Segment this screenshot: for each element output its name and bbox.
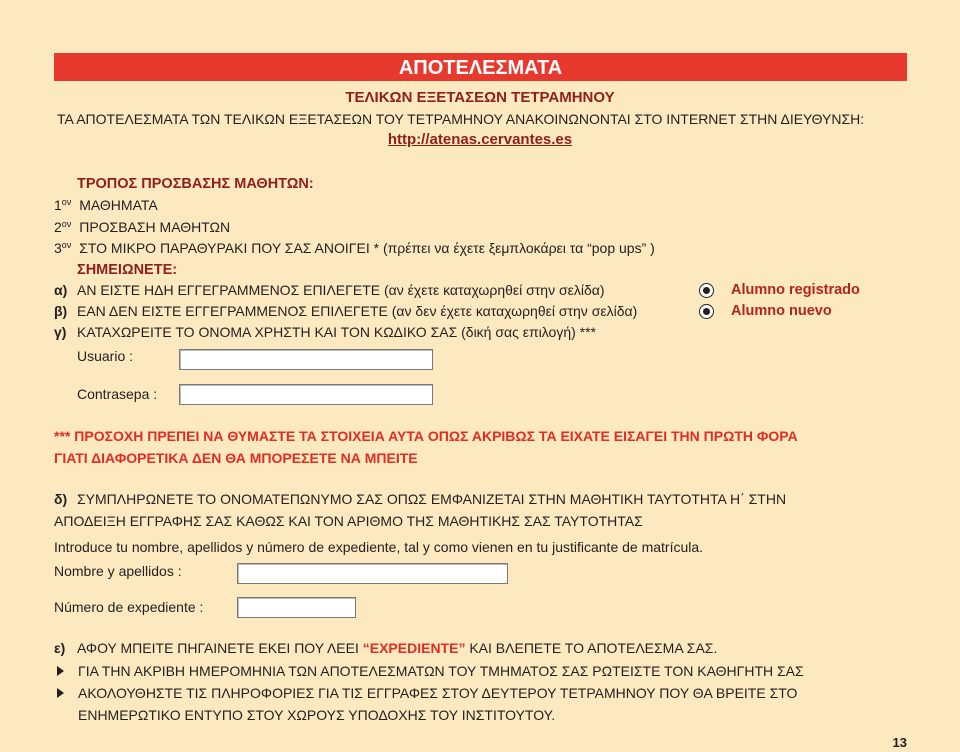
contrasena-label: Contrasepa : (77, 386, 158, 402)
bullet-arrow-icon (57, 688, 64, 698)
subtitle: ΤΕΛΙΚΩΝ ΕΞΕΤΑΣΕΩΝ ΤΕΤΡΑΜΗΝΟΥ (345, 89, 615, 106)
warning-line-1: *** ΠΡΟΣΟΧΗ ΠΡΕΠΕΙ ΝΑ ΘΥΜΑΣΤΕ ΤΑ ΣΤΟΙΧΕΙΑ ΑΥΤΑ ΟΠΩΣ ΑΚΡΙΒΩΣ ΤΑ ΕΙΧΑΤΕ ΕΙΣΑΓΕΙ ΤΗΝ ΠΡΩΤΗ ΦΟΡΑ (54, 428, 798, 444)
step-d-line-2: ΑΠΟΔΕΙΞΗ ΕΓΓΡΑΦΗΣ ΣΑΣ ΚΑΘΩΣ ΚΑΙ ΤΟΝ ΑΡΙΘΜΟ ΤΗΣ ΜΑΘΗΤΙΚΗΣ ΣΑΣ ΤΑΥΤΟΤΗΤΑΣ (54, 513, 643, 529)
option-label-registrado[interactable]: Alumno registrado (731, 282, 860, 298)
access-step-2: $2^{o\nu}$ ΠΡΟΣΒΑΣΗ ΜΑΘΗΤΩΝ (54, 219, 231, 235)
intro-line: ΤΑ ΑΠΟΤΕΛΕΣΜΑΤΑ ΤΩΝ ΤΕΛΙΚΩΝ ΕΞΕΤΑΣΕΩΝ ΤΟΥ ΤΕΤΡΑΜΗΝΟΥ ΑΝΑΚΟΙΝΩΝΟΝΤΑΙ ΣΤΟ ΙΝΤΕRΝΕΤ ΣΤΗΝ ΔΙΕΥΘΥΝΣΗ: (57, 111, 865, 127)
option-label-nuevo[interactable]: Alumno nuevo (731, 303, 832, 319)
step-d-spanish: Introduce tu nombre, apellidos y número de expediente, tal y como vienen en tu justificante de matrícula. (54, 539, 704, 555)
expediente-label: Número de expediente : (54, 599, 204, 615)
expediente-input[interactable] (237, 597, 356, 618)
notes-title: ΣΗΜΕΙΩΝΕΤΕ: (77, 262, 178, 278)
usuario-label: Usuario : (77, 348, 134, 364)
access-title: ΤΡΟΠΟΣ ΠΡΟΣΒΑΣΗΣ ΜΑΘΗΤΩΝ: (77, 176, 314, 192)
warning-line-2: ΓΙΑΤΙ ΔΙΑΦΟΡΕΤΙΚΑ ΔΕΝ ΘΑ ΜΠΟΡΕΣΕΤΕ ΝΑ ΜΠΕΙΤΕ (54, 450, 418, 466)
step-e: ε) ΑΦΟΥ ΜΠΕΙΤΕ ΠΗΓΑΙΝΕΤΕ ΕΚΕΙ ΠΟΥ ΛΕΕΙ “EXPEDIENTE” ΚΑΙ ΒΛΕΠΕΤΕ ΤΟ ΑΠΟΤΕΛΕΣΜΑ ΣΑΣ. (54, 640, 718, 656)
usuario-input[interactable] (179, 349, 433, 370)
expediente-highlight: “EXPEDIENTE” (362, 640, 466, 656)
page-title: ΑΠΟΤΕΛΕΣΜΑΤΑ (398, 57, 563, 79)
radio-alumno-nuevo[interactable] (699, 304, 714, 319)
nombre-label: Nombre y apellidos : (54, 563, 182, 579)
bullet-arrow-icon (57, 666, 64, 676)
note-c: γ) ΚΑΤΑΧΩΡΕΙΤΕ ΤΟ ΟΝΟΜΑ ΧΡΗΣΤΗ ΚΑΙ ΤΟΝ ΚΩΔΙΚΟ ΣΑΣ (δική σας επιλογή) *** (54, 324, 596, 340)
step-d-line-1: δ) ΣΥΜΠΛΗΡΩΝΕΤΕ ΤΟ ΟΝΟΜΑΤΕΠΩΝΥΜΟ ΣΑΣ ΟΠΩΣ ΕΜΦΑΝΙΖΕΤΑΙ ΣΤΗΝ ΜΑΘΗΤΙΚΗ ΤΑΥΤΟΤΗΤΑ Η΄ ΣΤΗΝ (54, 491, 787, 507)
note-a: α) ΑΝ ΕΙΣΤΕ ΗΔΗ ΕΓΓΕΓΡΑΜΜΕΝΟΣ ΕΠΙΛΕΓΕΤΕ (αν έχετε καταχωρηθεί στην σελίδα) (54, 282, 605, 298)
bullet-2: ΑΚΟΛΟΥΘΗΣΤΕ ΤΙΣ ΠΛΗΡΟΦΟΡΙΕΣ ΓΙΑ ΤΙΣ ΕΓΓΡΑΦΕΣ ΣΤΟΥ ΔΕΥΤΕΡΟΥ ΤΕΤΡΑΜΗΝΟΥ ΠΟΥ ΘΑ ΒΡΕΙΤΕ ΣΤΟ (57, 685, 797, 701)
note-b: β) ΕΑΝ ΔΕΝ ΕΙΣΤΕ ΕΓΓΕΓΡΑΜΜΕΝΟΣ ΕΠΙΛΕΓΕΤΕ (αν δεν έχετε καταχωρηθεί στην σελίδα) (54, 303, 638, 319)
results-url-link[interactable]: http://atenas.cervantes.es (387, 131, 573, 148)
nombre-input[interactable] (237, 563, 508, 584)
contrasena-input[interactable] (179, 384, 433, 405)
access-step-3: $3^{o\nu}$ ΣΤΟ ΜΙΚΡΟ ΠΑΡΑΘΥΡΑΚΙ ΠΟΥ ΣΑΣ ΑΝΟΙΓΕΙ * (πρέπει να έχετε ξεμπλοκάρει τα “pop ups” ) (54, 240, 655, 256)
radio-alumno-registrado[interactable] (699, 283, 714, 298)
bullet-1: ΓΙΑ ΤΗΝ ΑΚΡΙΒΗ ΗΜΕΡΟΜΗΝΙΑ ΤΩΝ ΑΠΟΤΕΛΕΣΜΑΤΩΝ ΤΟΥ ΤΜΗΜΑΤΟΣ ΣΑΣ ΡΩΤΕΙΣΤΕ ΤΟΝ ΚΑΘΗΓΗΤΗ ΣΑΣ (57, 663, 804, 679)
bullet-2-continued: ΕΝΗΜΕΡΩΤΙΚΟ ΕΝΤΥΠΟ ΣΤΟΥ ΧΩΡΟΥΣ ΥΠΟΔΟΧΗΣ ΤΟΥ ΙΝΣΤΙΤΟΥΤΟΥ. (78, 707, 556, 723)
page-number: 13 (892, 735, 907, 750)
access-step-1: $1^{o\nu}$ ΜΑΘΗΜΑΤΑ (54, 197, 158, 213)
